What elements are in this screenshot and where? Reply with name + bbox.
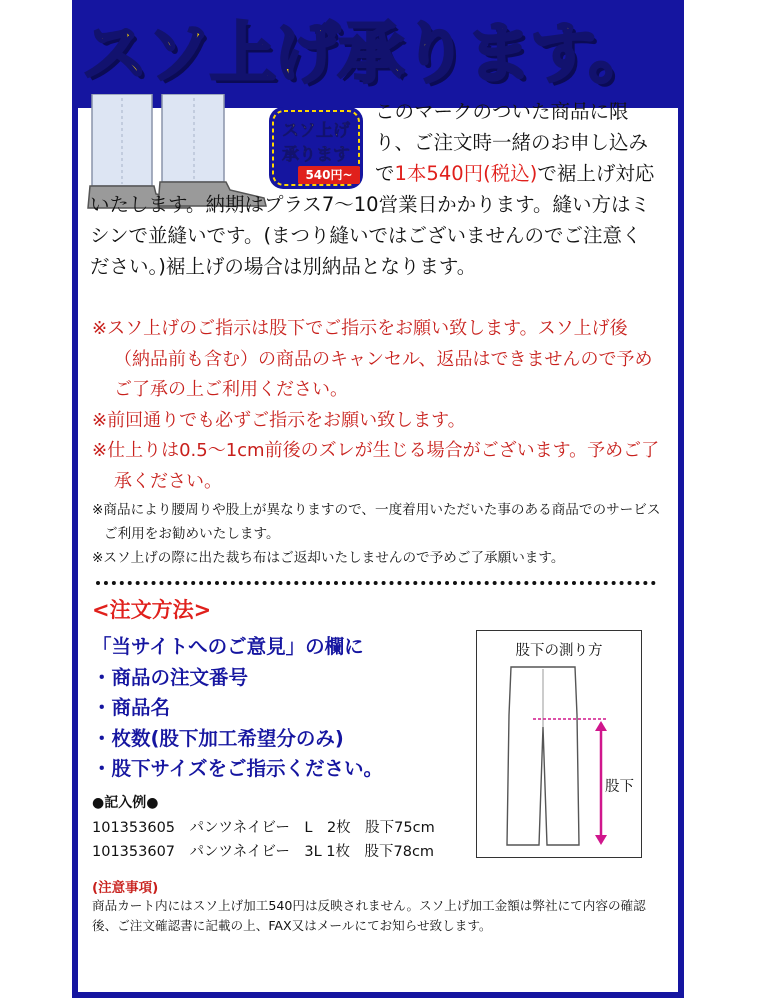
example-row: 101353605 パンツネイビー L 2枚 股下75cm (92, 820, 435, 836)
caution-text: 商品カート内にはスソ上げ加工540円は反映されません。スソ上げ加工金額は弊社にて内容の確認後、ご注文確認書に記載の上、FAX又はメールにてお知らせ致します。 (92, 898, 646, 933)
inseam-diagram (476, 630, 642, 858)
method-line: ・股下サイズをご指示ください。 (92, 757, 383, 780)
red-note-3: ※仕上りは0.5～1cm前後のズレが生じる場合がございます。予めご了承ください。 (92, 440, 660, 492)
badge-line-1: スソ上げ (282, 121, 350, 141)
diagram-label: 股下 (605, 779, 634, 795)
intro-paragraph (90, 96, 660, 282)
method-line: ・商品の注文番号 (92, 665, 249, 689)
method-line: ・枚数(股下加工希望分のみ) (92, 726, 344, 750)
order-method-title: <注文方法> (92, 598, 212, 622)
red-note-1: ※スソ上げのご指示は股下でご指示をお願い致します。スソ上げ後（納品前も含む）の商品のキャンセル、返品はできませんので予めご了承の上ご利用ください。 (92, 318, 653, 400)
red-notes (92, 314, 662, 497)
small-note-2: ※スソ上げの際に出た裁ち布はご返却いたしませんので予めご了承願います。 (92, 550, 565, 566)
badge-price: 540円~ (298, 166, 360, 184)
banner-title: スソ上げ承ります。 (82, 15, 653, 92)
example-row: 101353607 パンツネイビー 3L 1枚 股下78cm (92, 844, 435, 860)
badge-line-2: 承ります (282, 145, 350, 165)
red-note-2: ※前回通りでも必ずご指示をお願い致します。 (92, 409, 466, 431)
intro-text-2: で裾上げ対応いたします。納期はプラス7～10営業日かかります。縫い方はミシンで並縫いです。(まつり縫いではございませんのでご注意ください。)裾上げの場合は別納品となります。 (90, 162, 655, 278)
method-line: ・商品名 (92, 696, 171, 719)
intro-text-1: このマークのついた商品に限り、ご注文時一緒のお申し込みで (375, 100, 649, 185)
small-notes (92, 498, 662, 570)
price-highlight: 1本540円(税込) (394, 162, 538, 185)
method-line: 「当サイトへのご意見」の欄に (92, 635, 364, 658)
order-method-list (92, 632, 472, 785)
diagram-title: 股下の測り方 (515, 643, 603, 659)
caution-title: (注意事項) (92, 880, 159, 896)
example-heading: ●記入例● (92, 795, 159, 811)
pants-outline-icon (477, 631, 641, 857)
dotted-divider (96, 581, 656, 585)
small-note-1: ※商品により腰周りや股上が異なりますので、一度着用いただいた事のある商品でのサービスご利用をお勧めいたします。 (92, 502, 661, 542)
